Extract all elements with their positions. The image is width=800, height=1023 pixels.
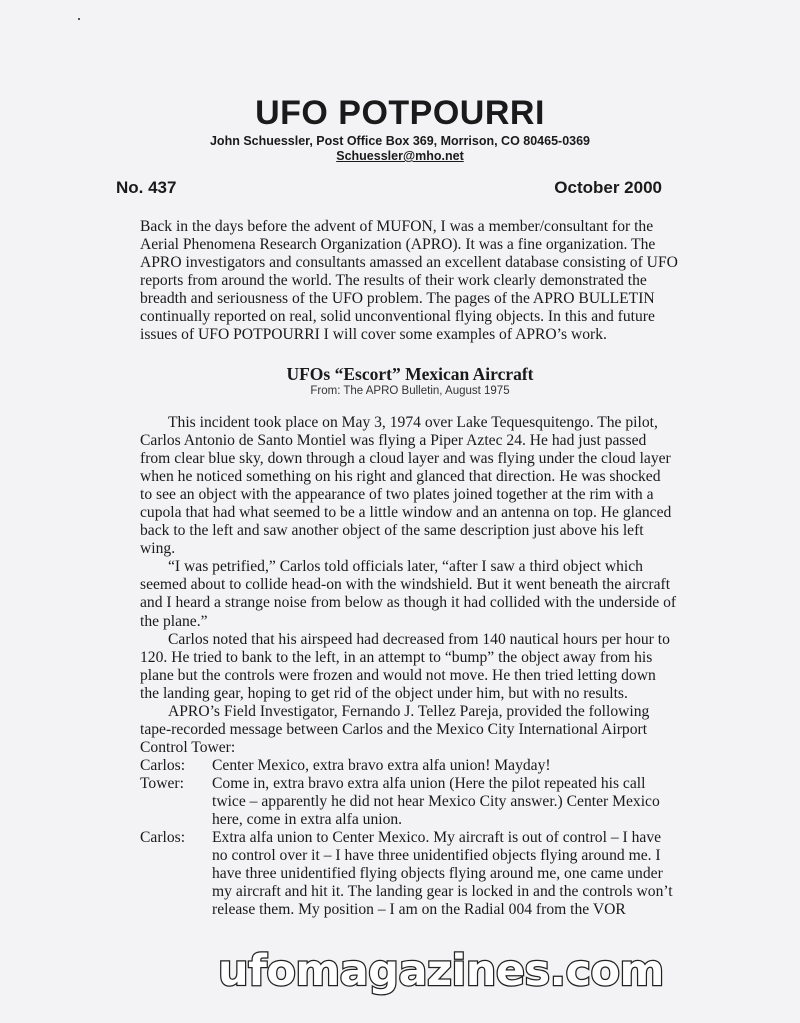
text-line: the plane.” xyxy=(140,612,208,630)
text-line: Back in the days before the advent of MUFON, I was a member/consultant for the xyxy=(140,218,654,235)
text-line: to see an object with the appearance of two plates joined together at the rim with a xyxy=(140,486,654,504)
text-line: seemed about to collide head-on with the windshield. But it went beneath the aircraft xyxy=(140,576,671,594)
newsletter-title: UFO POTPOURRI xyxy=(255,94,545,132)
article-paragraph xyxy=(140,703,685,757)
text-line: the landing gear, hoping to get rid of the object under him, but with no results. xyxy=(140,684,628,702)
text-line: Come in, extra bravo extra alfa union (Here the pilot repeated his call xyxy=(212,774,646,792)
article-paragraph xyxy=(140,631,685,703)
issue-date: October 2000 xyxy=(554,178,662,197)
email-line xyxy=(0,149,800,163)
text-line: issues of UFO POTPOURRI I will cover some examples of APRO’s work. xyxy=(140,326,607,344)
text-line: APRO investigators and consultants amassed an excellent database consisting of UFO xyxy=(140,254,678,272)
author-address: John Schuessler, Post Office Box 369, Morrison, CO 80465-0369 xyxy=(209,134,590,148)
text-line: Control Tower: xyxy=(140,738,236,756)
dialogue-text xyxy=(212,757,551,775)
article-body xyxy=(140,414,685,919)
text-line: breadth and seriousness of the UFO problem. The pages of the APRO BULLETIN xyxy=(140,290,655,308)
text-line: APRO’s Field Investigator, Fernando J. Tellez Pareja, provided the following xyxy=(168,702,650,720)
text-line: and I heard a strange noise from below as though it had collided with the underside of xyxy=(140,594,677,612)
dialogue-text xyxy=(212,775,660,829)
text-line: have three unidentified flying objects flying around me, one came under xyxy=(212,865,663,883)
text-line: my aircraft and hit it. The landing gear is locked in and the controls won’t xyxy=(212,883,673,901)
dialogue-entry xyxy=(140,757,685,775)
scan-speck xyxy=(78,18,80,20)
text-line: plane but the controls were frozen and would not move. He then tried letting down xyxy=(140,666,656,684)
article-source: From: The APRO Bulletin, August 1975 xyxy=(310,385,510,397)
issue-number: No. 437 xyxy=(116,178,177,197)
text-line: Carlos noted that his airspeed had decreased from 140 nautical hours per hour to xyxy=(168,630,670,648)
text-line: Center Mexico, extra bravo extra alfa union! Mayday! xyxy=(212,756,551,774)
text-line: reports from around the world. The results of their work clearly demonstrated the xyxy=(140,272,647,290)
article-title: UFOs “Escort” Mexican Aircraft xyxy=(286,364,534,384)
text-line: here, come in extra alfa union. xyxy=(212,811,403,829)
text-line: tape-recorded message between Carlos and the Mexico City International Airport xyxy=(140,720,648,738)
dialogue-entry xyxy=(140,775,685,829)
text-line: back to the left and saw another object of the same description just above his left xyxy=(140,522,644,540)
text-line: no control over it – I have three unidentified objects flying around me. I xyxy=(212,847,661,865)
text-line: This incident took place on May 3, 1974 over Lake Tequesquitengo. The pilot, xyxy=(168,414,658,431)
speaker-label: Carlos: xyxy=(140,829,186,847)
text-line: Carlos Antonio de Santo Montiel was flying a Piper Aztec 24. He had just passed xyxy=(140,432,647,450)
text-line: cupola that had what seemed to be a little window and an antenna on top. He glanced xyxy=(140,504,672,522)
text-line: “I was petrified,” Carlos told officials later, “after I saw a third object which xyxy=(168,558,643,576)
text-line: from clear blue sky, down through a cloud layer and was flying under the cloud layer xyxy=(140,450,671,468)
text-line: wing. xyxy=(140,540,176,558)
dialogue-entry xyxy=(140,829,685,919)
speaker-label: Tower: xyxy=(140,774,184,792)
text-line: Extra alfa union to Center Mexico. My aircraft is out of control – I have xyxy=(212,829,662,847)
text-line: continually reported on real, solid unconventional flying objects. In this and future xyxy=(140,308,655,326)
text-line: when he noticed something on his right and glanced that direction. He was shocked xyxy=(140,468,661,486)
text-line: Aerial Phenomena Research Organization (APRO). It was a fine organization. The xyxy=(140,236,656,254)
article-paragraph xyxy=(140,414,685,558)
intro-paragraph xyxy=(140,218,685,344)
watermark-logo: ufomagazines.com xyxy=(218,946,664,996)
text-line: release them. My position – I am on the Radial 004 from the VOR xyxy=(212,901,626,919)
dialogue-text xyxy=(212,829,673,919)
speaker-label: Carlos: xyxy=(140,756,186,774)
text-line: twice – apparently he did not hear Mexico City answer.) Center Mexico xyxy=(212,792,660,810)
text-line: 120. He tried to bank to the left, in an attempt to “bump” the object away from his xyxy=(140,648,653,666)
article-paragraph xyxy=(140,558,685,630)
email-link[interactable]: Schuessler@mho.net xyxy=(336,149,464,163)
